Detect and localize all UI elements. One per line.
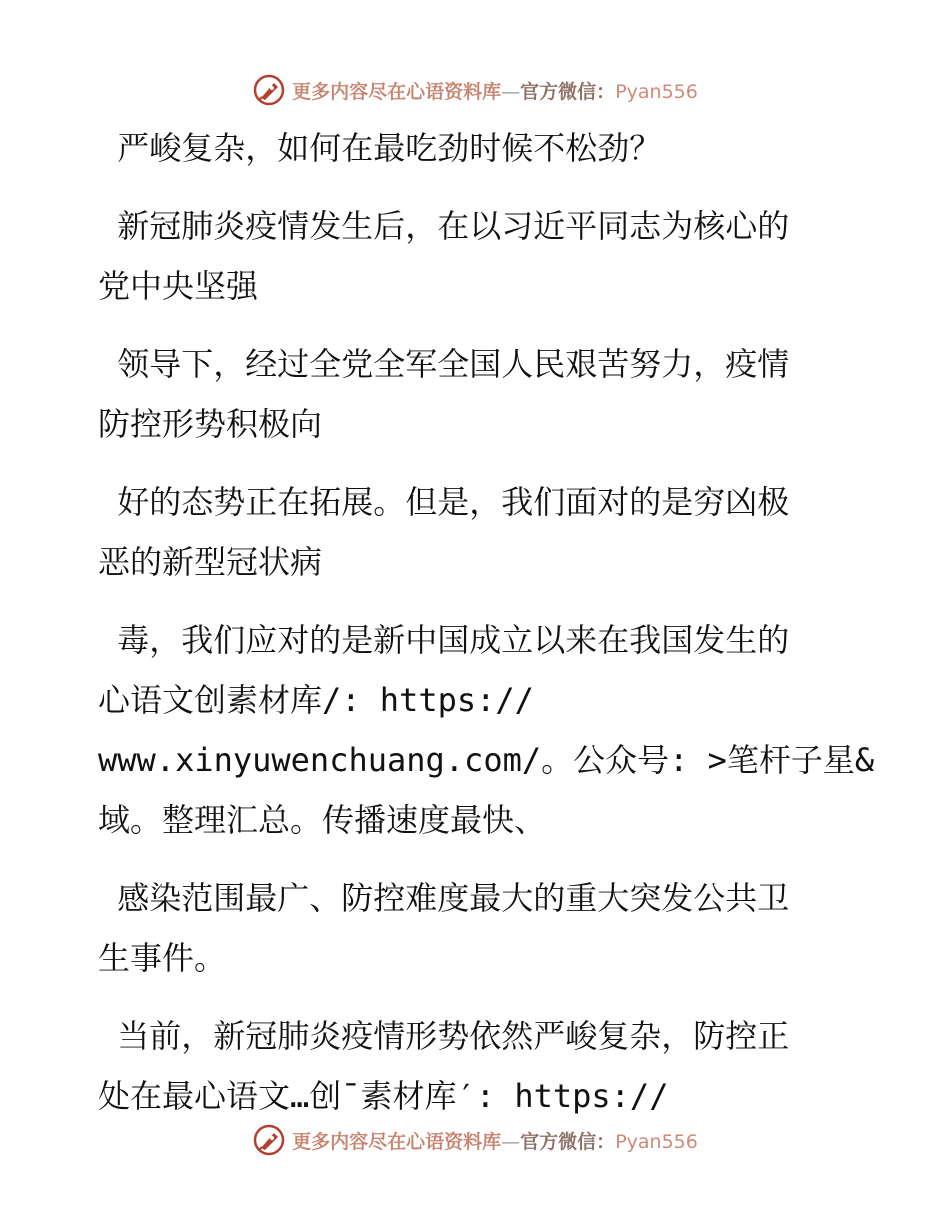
text-line: 严峻复杂，如何在最吃劲时候不松劲？ [98,129,662,167]
watermark-wechat-id: Pyan556 [615,1130,698,1153]
watermark-separator: — [501,80,521,103]
text-line: 防控形势积极向 [98,405,323,443]
watermark-wechat-id: Pyan556 [615,80,698,103]
paragraph [98,1006,838,1126]
text-line: 领导下，经过全党全军全国人民艰苦努力，疫情 [98,345,790,383]
text-line: 生事件。 [98,939,227,977]
watermark-official-label: 官方微信： [520,80,616,103]
text-line: 域。整理汇总。传播速度最快、 [98,801,547,839]
text-line: 新冠肺炎疫情发生后，在以习近平同志为核心的 [98,207,790,245]
text-line: 好的态势正在拓展。但是，我们面对的是穷凶极 [98,483,790,521]
header-watermark [0,70,950,110]
text-line: 毒，我们应对的是新中国成立以来在我国发生的 [98,621,790,659]
paragraph [98,196,838,316]
paragraph [98,472,838,592]
paragraph [98,334,838,454]
text-line: 恶的新型冠状病 [98,543,323,581]
pen-nib-circle-icon [252,1123,286,1157]
paragraph [98,118,838,178]
paragraph [98,610,875,850]
paragraph [98,868,838,988]
text-line: 处在最心语文…创¯素材库′: https:// [98,1077,669,1115]
footer-watermark [0,1120,950,1160]
watermark-separator: — [501,1130,521,1153]
document-body [98,118,875,1144]
text-line: 当前，新冠肺炎疫情形势依然严峻复杂，防控正 [98,1017,790,1055]
text-line: 感染范围最广、防控难度最大的重大突发公共卫 [98,879,790,917]
text-line: 心语文创素材库/: https:// [98,681,534,719]
pen-nib-circle-icon [252,73,286,107]
watermark-main-text: 更多内容尽在心语资料库 [292,80,502,103]
text-line: www.xinyuwenchuang.com/。公众号: >笔杆子星& [98,741,875,779]
text-line: 党中央坚强 [98,267,259,305]
watermark-main-text: 更多内容尽在心语资料库 [292,1130,502,1153]
watermark-official-label: 官方微信： [520,1130,616,1153]
